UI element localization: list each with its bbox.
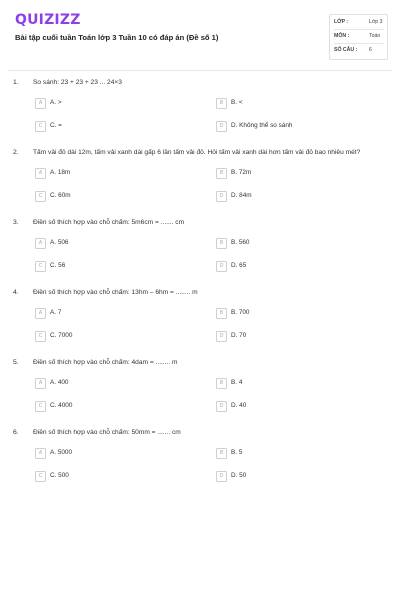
option-letter-box: B [216,378,227,389]
meta-label: SỐ CÂU : [334,47,358,53]
option-text: B. 4 [231,379,243,386]
quizizz-logo: QUIZIZZ [15,12,81,28]
option-text: B. < [231,99,243,106]
option-text: C. = [50,122,62,129]
option-letter-box: D [216,261,227,272]
option-text: C. 500 [50,472,69,479]
option-text: D. 40 [231,402,247,409]
meta-value: Toán [369,33,381,39]
option-letter-box: C [35,471,46,482]
option-letter-box: A [35,168,46,179]
option-text: B. 5 [231,449,243,456]
question-text: Điền số thích hợp vào chỗ chấm: 13hm – 6hm = ........ m [33,289,198,296]
meta-value: 6 [369,47,372,53]
question-number: 5. [13,359,19,366]
meta-row-class [334,17,384,27]
option-letter-box: C [35,261,46,272]
question-1 [0,79,400,159]
option-letter-box: D [216,331,227,342]
option-text: B. 700 [231,309,250,316]
meta-divider [334,29,384,30]
meta-row-count [334,45,384,55]
meta-value: Lớp 3 [369,19,383,25]
option-letter-box: A [35,378,46,389]
question-number: 6. [13,429,19,436]
question-text: Điền số thích hợp vào chỗ chấm: 5m6cm = ....... cm [33,219,185,226]
option-letter-box: D [216,471,227,482]
question-number: 2. [13,149,19,156]
option-letter-box: B [216,448,227,459]
question-5 [0,359,400,439]
question-text: So sánh: 23 + 23 + 23 ... 24×3 [33,79,122,86]
option-text: C. 7000 [50,332,73,339]
option-letter-box: D [216,401,227,412]
question-text: Điền số thích hợp vào chỗ chấm: 4dam = ........ m [33,359,178,366]
option-text: D. Không thể so sánh [231,122,293,129]
question-text: Điền số thích hợp vào chỗ chấm: 50mm = ....... cm [33,429,181,436]
question-number: 3. [13,219,19,226]
question-2 [0,149,400,229]
option-text: B. 560 [231,239,250,246]
option-text: C. 60m [50,192,71,199]
option-letter-box: B [216,308,227,319]
option-letter-box: B [216,238,227,249]
question-text: Tấm vải đỏ dài 12m, tấm vải xanh dài gấp 6 lần tấm vải đỏ. Hỏi tấm vải xanh dài hơn tấm vải đỏ bao nhiêu mét? [33,149,361,156]
option-letter-box: C [35,401,46,412]
option-letter-box: C [35,121,46,132]
option-letter-box: D [216,191,227,202]
question-6 [0,429,400,509]
option-letter-box: A [35,448,46,459]
option-letter-box: D [216,121,227,132]
question-number: 4. [13,289,19,296]
page-title: Bài tập cuối tuần Toán lớp 3 Tuần 10 có đáp án (Đề số 1) [15,33,219,42]
question-4 [0,289,400,369]
option-text: A. 7 [50,309,62,316]
option-text: A. > [50,99,62,106]
option-letter-box: B [216,98,227,109]
option-text: C. 4000 [50,402,73,409]
option-text: D. 84m [231,192,252,199]
meta-label: MÔN : [334,33,350,39]
option-text: D. 70 [231,332,247,339]
option-text: A. 506 [50,239,69,246]
question-3 [0,219,400,299]
option-text: B. 72m [231,169,252,176]
option-letter-box: A [35,98,46,109]
option-letter-box: B [216,168,227,179]
question-number: 1. [13,79,19,86]
option-letter-box: C [35,191,46,202]
meta-row-subject [334,31,384,41]
option-text: D. 50 [231,472,247,479]
option-text: A. 18m [50,169,71,176]
option-text: D. 65 [231,262,247,269]
option-text: A. 5000 [50,449,73,456]
option-letter-box: C [35,331,46,342]
meta-label: LỚP : [334,19,349,25]
option-text: A. 400 [50,379,69,386]
option-letter-box: A [35,238,46,249]
option-text: C. 56 [50,262,66,269]
meta-divider [334,43,384,44]
header-divider [8,70,392,71]
option-letter-box: A [35,308,46,319]
meta-info-box [329,14,388,60]
